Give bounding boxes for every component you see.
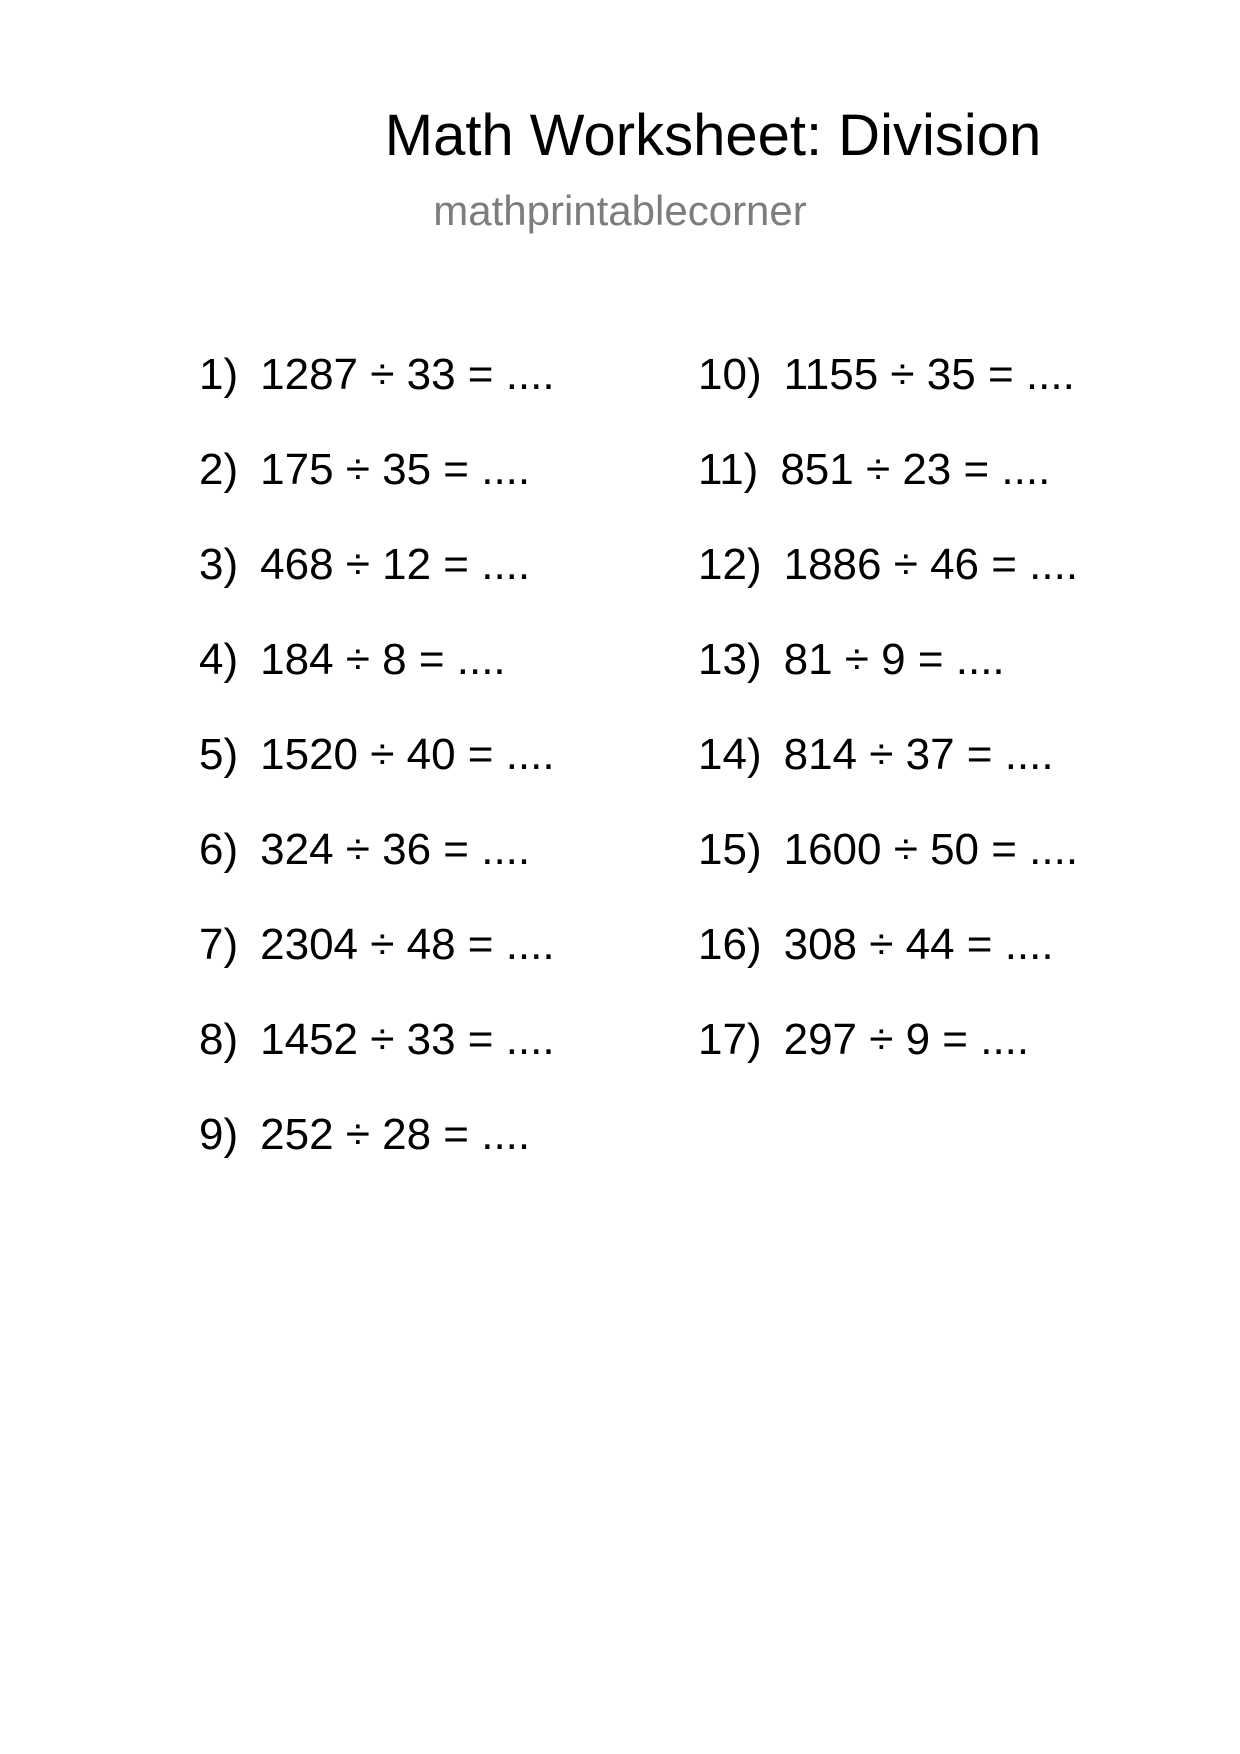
problem-number: 5) [199,730,239,779]
problem-expression: 851 ÷ 23 = .... [780,445,1051,494]
worksheet-subtitle [0,183,1240,239]
problem-number: 2) [199,445,239,494]
problem-item [698,632,1005,688]
problem-number: 4) [199,635,239,684]
problem-expression: 297 ÷ 9 = .... [783,1015,1030,1064]
problem-item [199,632,506,688]
problem-item [698,917,1054,973]
problem-expression: 81 ÷ 9 = .... [783,635,1005,684]
worksheet-title [0,96,1240,176]
problem-item [199,347,555,403]
problem-expression: 1600 ÷ 50 = .... [783,825,1079,874]
problem-number: 12) [698,540,762,589]
problem-expression: 1452 ÷ 33 = .... [260,1015,555,1064]
problem-item [698,442,1050,498]
problem-number: 13) [698,635,762,684]
problem-expression: 184 ÷ 8 = .... [260,635,506,684]
problem-expression: 252 ÷ 28 = .... [260,1110,531,1159]
problem-expression: 1886 ÷ 46 = .... [783,540,1079,589]
problem-number: 3) [199,540,239,589]
problem-item [698,822,1078,878]
problem-number: 6) [199,825,239,874]
problem-number: 8) [199,1015,239,1064]
problem-number: 16) [698,920,762,969]
problem-item [199,442,530,498]
problem-item [199,1012,555,1068]
problem-expression: 1155 ÷ 35 = .... [783,350,1075,399]
problem-number: 10) [698,350,762,399]
problem-item [698,537,1078,593]
worksheet-subtitle-text: mathprintablecorner [433,187,807,234]
problem-item [199,917,555,973]
problem-number: 17) [698,1015,762,1064]
problem-item [698,727,1054,783]
problem-number: 11) [698,445,759,494]
problem-expression: 814 ÷ 37 = .... [783,730,1054,779]
problem-item [199,822,530,878]
problem-expression: 324 ÷ 36 = .... [260,825,531,874]
problem-item [199,727,555,783]
problem-number: 1) [199,350,239,399]
problem-expression: 2304 ÷ 48 = .... [260,920,555,969]
problem-expression: 308 ÷ 44 = .... [783,920,1054,969]
problem-number: 14) [698,730,762,779]
problem-expression: 1287 ÷ 33 = .... [260,350,555,399]
problem-expression: 175 ÷ 35 = .... [260,445,531,494]
worksheet-title-text: Math Worksheet: Division [384,103,1042,168]
problem-number: 7) [199,920,239,969]
problem-expression: 468 ÷ 12 = .... [260,540,531,589]
problem-number: 9) [199,1110,239,1159]
problem-number: 15) [698,825,762,874]
problem-expression: 1520 ÷ 40 = .... [260,730,555,779]
problem-item [698,347,1075,403]
problem-item [199,1107,530,1163]
problem-item [698,1012,1029,1068]
problem-item [199,537,530,593]
